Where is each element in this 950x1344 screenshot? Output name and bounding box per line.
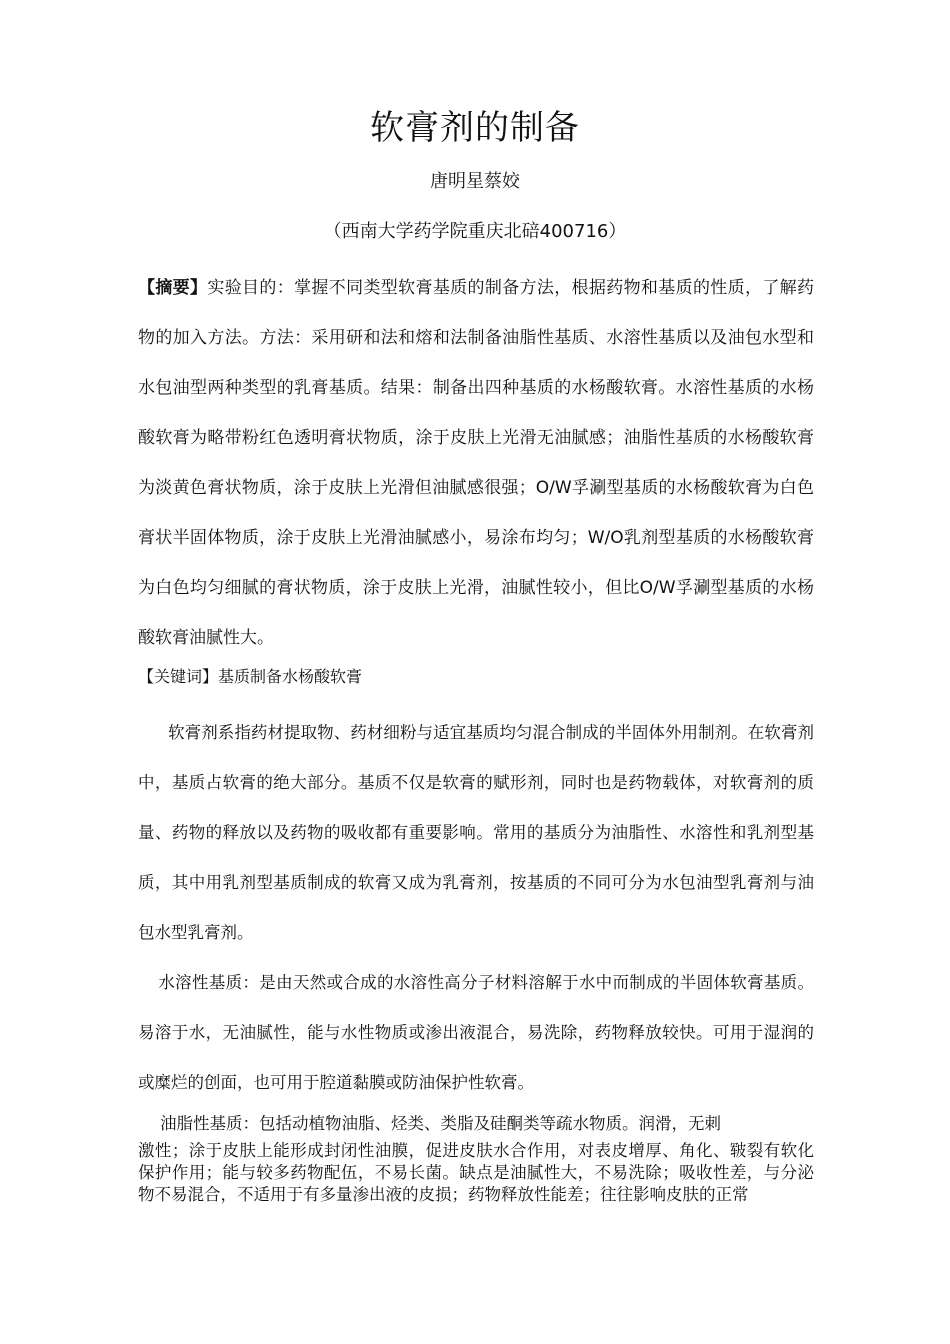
keywords-line: 【关键词】基质制备水杨酸软膏 (138, 667, 363, 686)
abstract-paragraph (138, 263, 814, 663)
oil-base-first-line (138, 1110, 814, 1138)
water-base-text: 水溶性基质：是由天然或合成的水溶性高分子材料溶解于水中而制成的半固体软膏基质。易溶于水，无油腻性，能与水性物质或渗出液混合，易洗除，药物释放较快。可用于湿润的或糜烂的创面，也可用于腔道黏膜或防油保护性软膏。 (138, 973, 814, 1092)
oil-base-line1-text: 油脂性基质：包括动植物油脂、烃类、类脂及硅酮类等疏水物质。润滑，无刺 (160, 1114, 721, 1133)
water-base-paragraph (138, 958, 814, 1108)
document-title: 软膏剂的制备 (370, 108, 580, 148)
intro-text: 软膏剂系指药材提取物、药材细粉与适宜基质均匀混合制成的半固体外用制剂。在软膏剂中，基质占软膏的绝大部分。基质不仅是软膏的赋形剂，同时也是药物载体，对软膏剂的质量、药物的释放以及药物的吸收都有重要影响。常用的基质分为油脂性、水溶性和乳剂型基质，其中用乳剂型基质制成的软膏又成为乳膏剂，按基质的不同可分为水包油型乳膏剂与油包水型乳膏剂。 (138, 723, 814, 942)
intro-paragraph (138, 708, 814, 958)
affiliation: （西南大学药学院重庆北碚400716） (323, 221, 627, 242)
abstract-text: 实验目的：掌握不同类型软膏基质的制备方法，根据药物和基质的性质，了解药物的加入方法。方法：采用研和法和熔和法制备油脂性基质、水溶性基质以及油包水型和水包油型两种类型的乳膏基质。结果：制备出四种基质的水杨酸软膏。水溶性基质的水杨酸软膏为略带粉红色透明膏状物质，涂于皮肤上光滑无油腻感；油脂性基质的水杨酸软膏为淡黄色膏状物质，涂于皮肤上光滑但油腻感很强；O/W孚涮型基质的水杨酸软膏为白色膏状半固体物质，涂于皮肤上光滑油腻感小，易涂布均匀；W/O乳剂型基质的水杨酸软膏为白色均匀细腻的膏状物质，涂于皮肤上光滑，油腻性较小，但比O/W孚涮型基质的水杨酸软膏油腻性大。 (138, 278, 815, 648)
oil-base-continuation: 激性；涂于皮肤上能形成封闭性油膜，促进皮肤水合作用，对表皮增厚、角化、皲裂有软化保护作用；能与较多药物配伍，不易长菌。缺点是油腻性大，不易洗除；吸收性差，与分泌物不易混合，不适用于有多量渗出液的皮损；药物释放性能差；往往影响皮肤的正常 (138, 1141, 814, 1204)
authors: 唐明星蔡姣 (430, 171, 520, 192)
abstract-label: 【摘要】 (138, 278, 208, 298)
